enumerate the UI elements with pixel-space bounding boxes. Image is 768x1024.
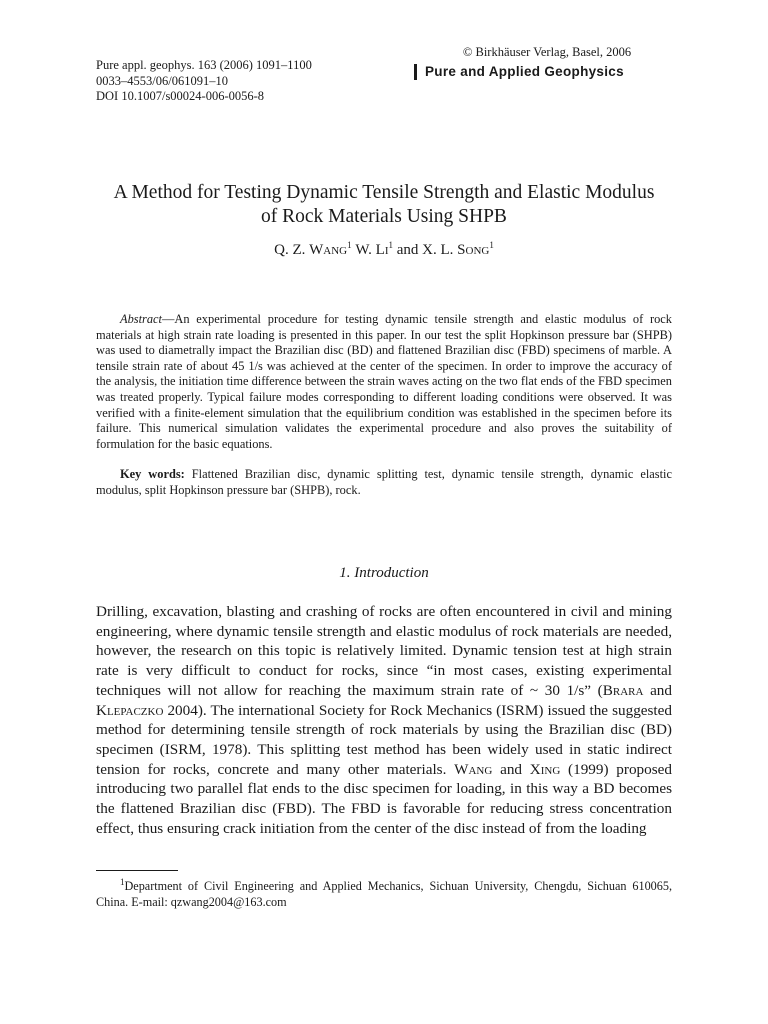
citation-block: [96, 58, 312, 105]
section-heading: 1. Introduction: [339, 565, 429, 581]
author-list: [80, 242, 688, 259]
citation-author: Wang: [454, 760, 493, 778]
issn-line: 0033–4553/06/061091–10: [96, 73, 228, 88]
affiliation-mark: 1: [347, 240, 352, 250]
body-text: 2004). The international Society for Rock Mechanics (ISRM) issued the suggested method for determining tensile strength of rock materials by using the Brazilian disc (BD) specimen (ISRM, 1978). This splitting test method has been widely used in static indirect tension for rocks, concrete and many other materials.: [96, 701, 672, 778]
author-surname: Wang: [309, 242, 348, 258]
paper-title: [80, 181, 688, 229]
author-initials: Q. Z.: [274, 242, 310, 258]
footnote-mark: 1: [120, 876, 125, 887]
citation-author: Klepaczko: [96, 701, 164, 719]
keywords-label: Key words:: [120, 467, 185, 481]
author-initials: X. L.: [422, 242, 458, 258]
abstract-label: Abstract: [120, 312, 162, 326]
affiliation-mark: 1: [489, 240, 494, 250]
title-line-2: of Rock Materials Using SHPB: [261, 206, 507, 227]
author-initials: W.: [355, 242, 376, 258]
body-text: and: [492, 760, 530, 778]
title-line-1: A Method for Testing Dynamic Tensile Strength and Elastic Modulus: [113, 182, 655, 203]
copyright-notice: © Birkhäuser Verlag, Basel, 2006: [462, 45, 632, 59]
keywords-text: Flattened Brazilian disc, dynamic splitting test, dynamic tensile strength, dynamic elastic modulus, split Hopkinson pressure bar (SHPB), rock.: [96, 467, 672, 497]
citation-author: Xing: [529, 760, 561, 778]
affiliation-mark: 1: [388, 240, 393, 250]
journal-name: Pure and Applied Geophysics: [414, 64, 672, 80]
doi-line: DOI 10.1007/s00024-006-0056-8: [96, 89, 265, 103]
author-surname: Li: [375, 242, 389, 258]
body-text: Drilling, excavation, blasting and crashing of rocks are often encountered in civil and mining engineering, where dynamic tensile strength and elastic modulus of rock materials are needed, however, the research on this topic is relatively limited. Dynamic tension test at high strain rate is very difficult to conduct for rocks, since “in most cases, existing experimental techniques will not allow for reaching the maximum strain rate of ~ 30 1/s” (: [96, 603, 672, 699]
author-conjunction: and: [393, 242, 423, 258]
citation-author: Brara: [602, 681, 644, 699]
body-paragraph: [96, 602, 672, 838]
abstract-text: —An experimental procedure for testing dynamic tensile strength and elastic modulus of rock materials at high strain rate loading is presented in this paper. In our test the split Hopkinson pressure bar (SHPB) was used to diametrally impact the Brazilian disc (BD) and flattened Brazilian disc (FBD) specimens of marble. A tensile strain rate of about 45 1/s was achieved at the center of the specimen. In order to improve the accuracy of the analysis, the initiation time difference between the strain waves acting on the two flat ends of the FBD specimen was treated properly. Typical failure modes corresponding to different loading conditions were observed. It was verified with a finite-element simulation that the equilibrium condition was established in the specimen before its failure. This numerical simulation validates the experimental procedure and also proves the suitability of formulation for the basic equations.: [96, 312, 672, 451]
abstract: [96, 312, 672, 452]
keywords: [96, 467, 672, 498]
author-surname: Song: [457, 242, 490, 258]
body-text: and: [643, 681, 672, 699]
footnote-rule: [96, 870, 178, 871]
publisher-block: [414, 45, 672, 80]
citation-line: Pure appl. geophys. 163 (2006) 1091–1100: [96, 58, 312, 72]
body-text: (1999) proposed introducing two parallel flat ends to the disc specimen for loading, in this way a BD becomes the flattened Brazilian disc (FBD). The FBD is favorable for reducing stress concentration effect, thus ensuring crack initiation from the center of the disc instead of from the loading: [96, 760, 672, 837]
footnote-text: Department of Civil Engineering and Applied Mechanics, Sichuan University, Chengdu, Sichuan 610065, China. E-mail: qzwang2004@163.com: [96, 879, 672, 909]
footnote: [96, 876, 672, 910]
